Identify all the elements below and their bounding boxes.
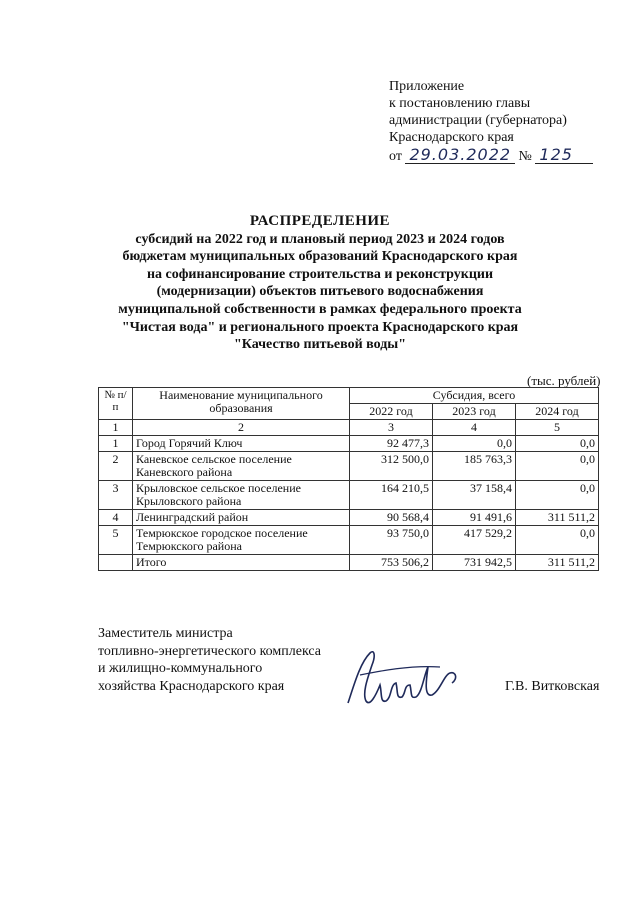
position-line: и жилищно-коммунального xyxy=(98,661,263,676)
row-no: 1 xyxy=(99,436,133,452)
date-prefix: от xyxy=(389,149,402,164)
title-line: на софинансирование строительства и реконструкции xyxy=(146,266,494,282)
row-value-2024: 0,0 xyxy=(516,436,599,452)
document-title xyxy=(0,213,640,354)
position-line: топливно-энергетического комплекса xyxy=(98,643,321,659)
row-value-2022: 90 568,4 xyxy=(350,510,433,526)
number-value: 125 xyxy=(535,146,593,164)
appendix-line-3: администрации (губернатора) xyxy=(389,113,567,128)
header-subsidy-group: Субсидия, всего xyxy=(350,388,599,404)
header-name: Наименование муниципального образования xyxy=(133,388,350,420)
handwritten-signature xyxy=(340,645,470,715)
index-cell: 2 xyxy=(133,420,350,436)
total-value-2022: 753 506,2 xyxy=(350,555,433,571)
title-line: муниципальной собственности в рамках федерального проекта xyxy=(118,301,522,317)
index-cell: 4 xyxy=(433,420,516,436)
date-number-line xyxy=(389,146,619,165)
row-name: Темрюкское городское поселение Темрюкского района xyxy=(133,526,350,555)
row-value-2022: 92 477,3 xyxy=(350,436,433,452)
title-main: РАСПРЕДЕЛЕНИЕ xyxy=(249,213,391,229)
index-cell: 5 xyxy=(516,420,599,436)
signer-position xyxy=(98,625,321,695)
signer-name: Г.В. Витковская xyxy=(505,679,600,694)
header-year-2024: 2024 год xyxy=(516,404,599,420)
appendix-line-2: к постановлению главы xyxy=(389,96,531,111)
title-line: (модернизации) объектов питьевого водоснабжения xyxy=(156,284,484,300)
row-value-2023: 185 763,3 xyxy=(433,452,516,481)
total-value-2024: 311 511,2 xyxy=(516,555,599,571)
total-row xyxy=(99,555,599,571)
subsidy-table xyxy=(98,387,599,571)
total-value-2023: 731 942,5 xyxy=(433,555,516,571)
title-line: "Чистая вода" и регионального проекта Краснодарского края xyxy=(121,319,519,335)
row-name: Крыловское сельское поселение Крыловского района xyxy=(133,481,350,510)
header-no: № п/п xyxy=(99,388,133,420)
table-row xyxy=(99,526,599,555)
row-value-2023: 91 491,6 xyxy=(433,510,516,526)
row-no: 5 xyxy=(99,526,133,555)
row-value-2023: 417 529,2 xyxy=(433,526,516,555)
signature-stroke xyxy=(348,652,456,703)
appendix-line-1: Приложение xyxy=(389,79,465,94)
position-line: хозяйства Краснодарского края xyxy=(98,678,285,694)
row-value-2024: 311 511,2 xyxy=(516,510,599,526)
title-line: субсидий на 2022 год и плановый период 2023 и 2024 годов xyxy=(135,231,505,247)
number-prefix: № xyxy=(518,149,532,164)
index-cell: 1 xyxy=(99,420,133,436)
row-no: 3 xyxy=(99,481,133,510)
row-value-2024: 0,0 xyxy=(516,481,599,510)
title-line: "Качество питьевой воды" xyxy=(233,337,407,353)
row-name: Ленинградский район xyxy=(133,510,350,526)
row-value-2022: 312 500,0 xyxy=(350,452,433,481)
header-year-2023: 2023 год xyxy=(433,404,516,420)
table-row xyxy=(99,452,599,481)
total-label: Итого xyxy=(133,555,350,571)
row-name: Каневское сельское поселение Каневского района xyxy=(133,452,350,481)
row-name: Город Горячий Ключ xyxy=(133,436,350,452)
row-value-2023: 0,0 xyxy=(433,436,516,452)
units-label: (тыс. рублей) xyxy=(527,373,601,388)
row-no: 2 xyxy=(99,452,133,481)
position-line: Заместитель министра xyxy=(98,626,233,641)
header-year-2022: 2022 год xyxy=(350,404,433,420)
total-no-cell xyxy=(99,555,133,571)
date-value: 29.03.2022 xyxy=(405,146,515,164)
table-row xyxy=(99,436,599,452)
row-value-2022: 93 750,0 xyxy=(350,526,433,555)
appendix-header xyxy=(389,78,619,165)
table-row xyxy=(99,510,599,526)
table-row xyxy=(99,481,599,510)
row-value-2022: 164 210,5 xyxy=(350,481,433,510)
title-line: бюджетам муниципальных образований Краснодарского края xyxy=(122,249,518,265)
appendix-line-4: Краснодарского края xyxy=(389,130,514,145)
row-value-2024: 0,0 xyxy=(516,452,599,481)
row-value-2024: 0,0 xyxy=(516,526,599,555)
row-value-2023: 37 158,4 xyxy=(433,481,516,510)
row-no: 4 xyxy=(99,510,133,526)
index-cell: 3 xyxy=(350,420,433,436)
index-row xyxy=(99,420,599,436)
